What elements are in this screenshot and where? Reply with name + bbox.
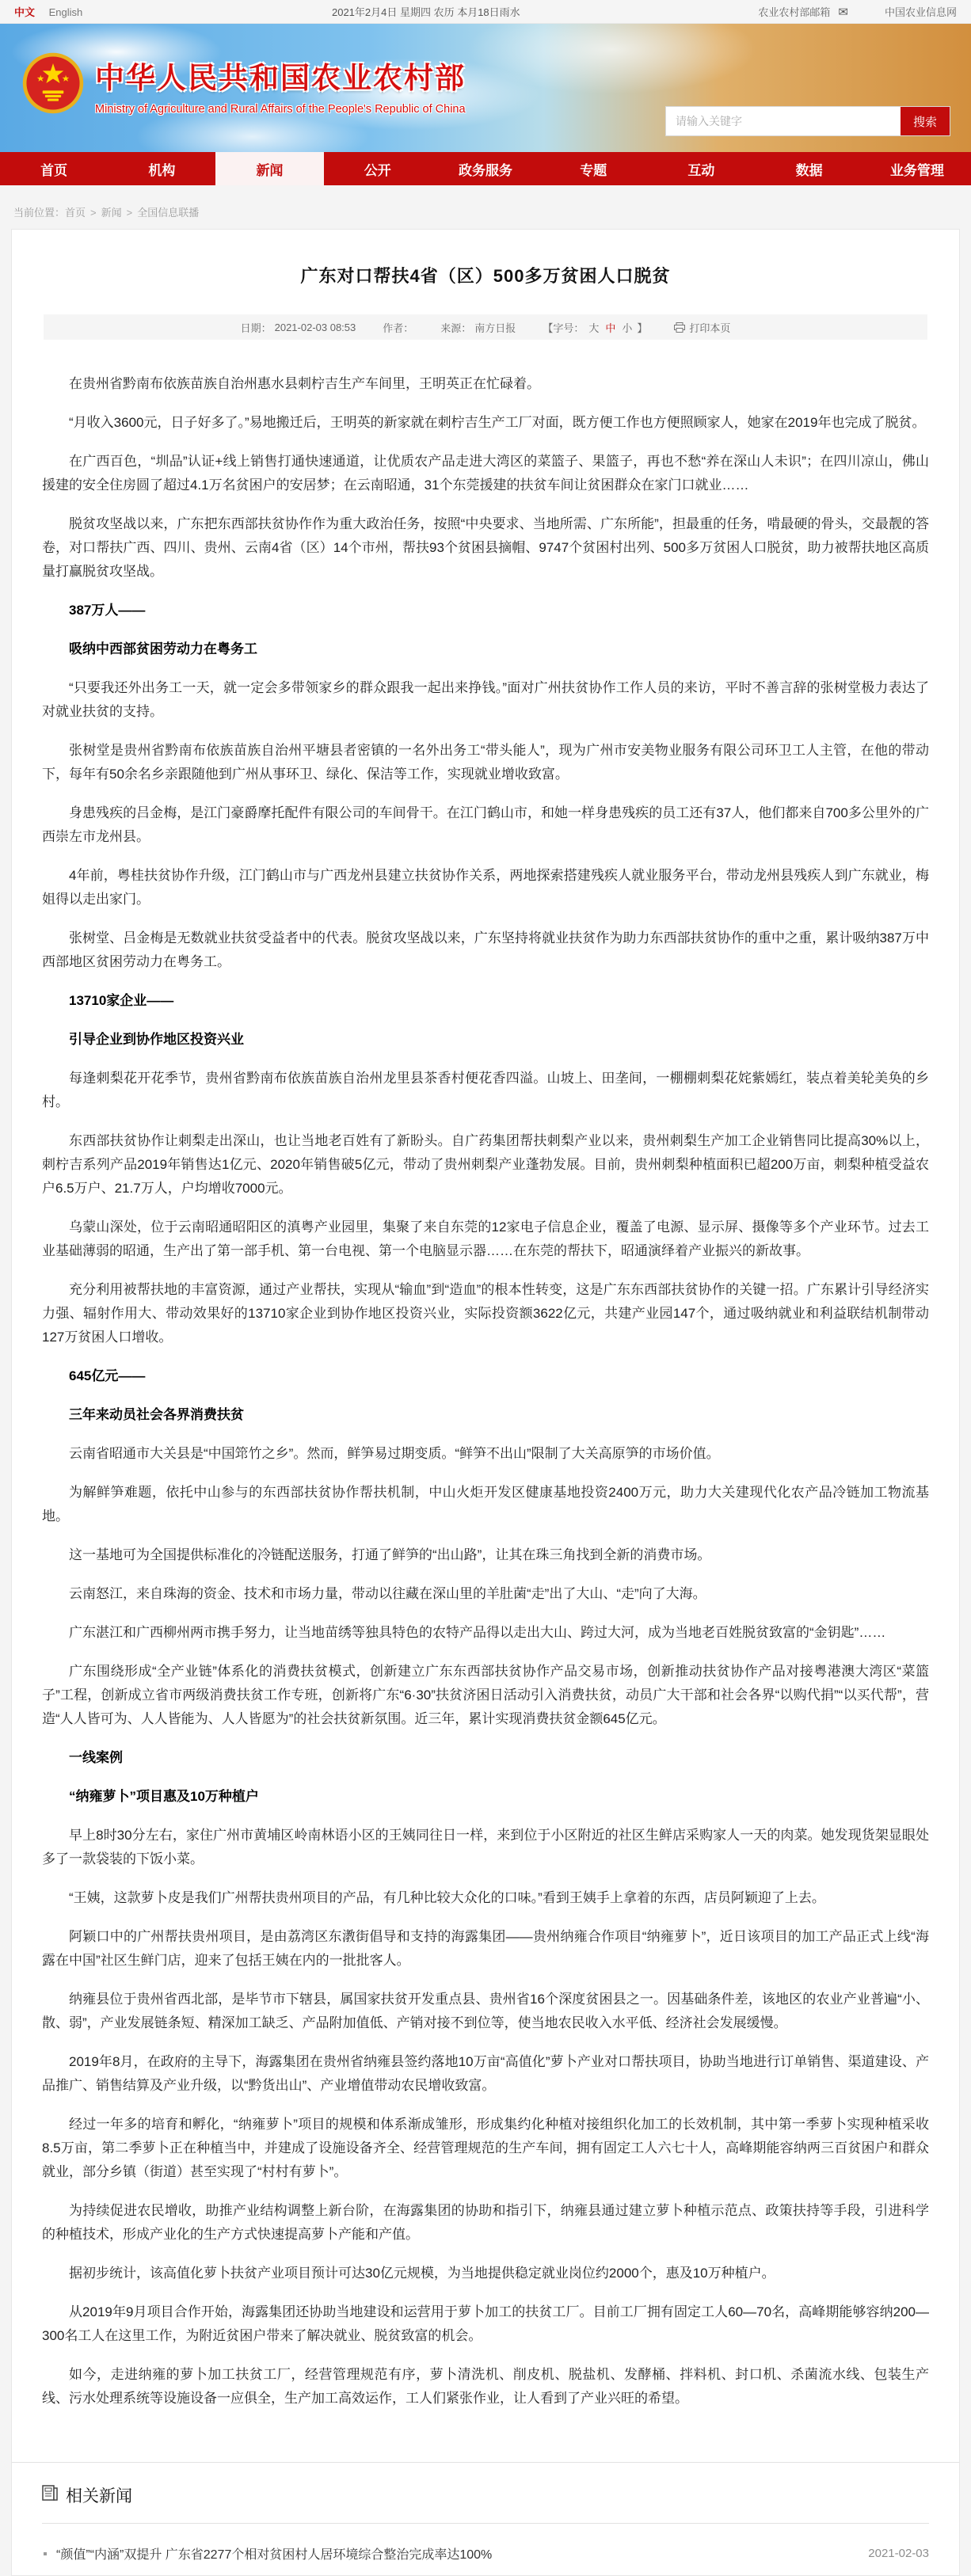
font-size-small-button[interactable]: 小 — [622, 322, 633, 334]
font-size-medium-button[interactable]: 中 — [605, 322, 616, 334]
article-subheading: 三年来动员社会各界消费扶贫 — [69, 1407, 244, 1422]
article-paragraph: 脱贫攻坚战以来，广东把东西部扶贫协作作为重大政治任务，按照“中央要求、当地所需、广东所能”，担最重的任务，啃最硬的骨头，交最靓的答卷，对口帮扶广西、四川、贵州、云南4省（区）14个市州，帮扶93个贫困县摘帽、9747个贫困村出列、500多万贫困人口脱贫，助力被帮扶地区高质量打赢脱贫攻坚战。 — [42, 516, 929, 579]
article-paragraph: 在贵州省黔南布依族苗族自治州惠水县刺柠吉生产车间里，王明英正在忙碌着。 — [69, 376, 540, 391]
site-title: 中华人民共和国农业农村部 — [95, 62, 466, 94]
article-paragraph: 阿颖口中的广州帮扶贵州项目，是由荔湾区东漖街倡导和支持的海露集团——贵州纳雍合作项目“纳雍萝卜”，近日该项目的加工产品正式上线“海露在中国”社区生鲜门店，迎来了包括王姨在内的一批批客人。 — [42, 1929, 929, 1968]
article-paragraph: 云南省昭通市大关县是“中国筇竹之乡”。然而，鲜笋易过期变质。“鲜笋不出山”限制了大关高原笋的市场价值。 — [69, 1446, 720, 1461]
related-news-section — [12, 2462, 959, 2567]
meta-date-label: 日期： — [240, 322, 272, 334]
article-paragraph: 为解鲜笋难题，依托中山参与的东西部扶贫协作帮扶机制，中山火炬开发区健康基地投资2400万元，助力大关建现代化农产品冷链加工物流基地。 — [42, 1485, 929, 1524]
article-paragraph: 早上8时30分左右，家住广州市黄埔区岭南林语小区的王姨同往日一样，来到位于小区附近的社区生鲜店采购家人一天的肉菜。她发现货架显眼处多了一款袋装的下饭小菜。 — [42, 1828, 929, 1866]
breadcrumb-separator: > — [90, 207, 97, 219]
meta-source-label: 来源： — [440, 322, 472, 334]
news-document-icon — [42, 2485, 58, 2506]
nav-item-home[interactable]: 首页 — [40, 162, 68, 178]
national-emblem-logo — [22, 52, 84, 114]
article-paragraph: 纳雍县位于贵州省西北部，是毕节市下辖县，属国家扶贫开发重点县、贵州省16个深度贫困县之一。因基础条件差，该地区的农业产业普遍“小、散、弱”，产业发展链条短、精深加工缺乏、产品附加值低、产销对接不到位等，使当地农民收入水平低、经济社会发展缓慢。 — [42, 1992, 929, 2030]
article-subheading: 吸纳中西部贫困劳动力在粤务工 — [69, 641, 257, 656]
breadcrumb-link-2[interactable]: 全国信息联播 — [137, 207, 200, 219]
related-news-header — [42, 2463, 929, 2524]
print-page-button[interactable] — [674, 320, 730, 335]
ministry-mailbox-link[interactable]: 农业农村部邮箱 — [758, 6, 831, 18]
breadcrumb-separator: > — [126, 207, 133, 219]
article-paragraph: 广东湛江和广西柳州两市携手努力，让当地苗绣等独具特色的农特产品得以走出大山、跨过大河，成为当地老百姓脱贫致富的“金钥匙”…… — [69, 1625, 886, 1640]
print-page-label: 打印本页 — [689, 322, 731, 334]
nav-item-business-mgmt[interactable]: 业务管理 — [889, 162, 944, 178]
related-news-list — [42, 2524, 929, 2567]
article-paragraph: 云南怒江，来自珠海的资金、技术和市场力量，带动以往藏在深山里的羊肚菌“走”出了大山、“走”向了大海。 — [69, 1586, 706, 1601]
article-paragraph: 广东围绕形成“全产业链”体系化的消费扶贫模式，创新建立广东东西部扶贫协作产品交易市场，创新推动扶贫协作产品对接粤港澳大湾区“菜篮子”工程，创新成立省市两级消费扶贫工作专班，创新将广东“6·30”扶贫济困日活动引入消费扶贫，动员广大干部和社会各界“以购代捐”“以买代帮”，营造“人人皆可为、人人皆能为、人人皆愿为”的社会扶贫新氛围。近三年，累计实现消费扶贫金额645亿元。 — [42, 1664, 929, 1726]
article-paragraph: 为持续促进农民增收，助推产业结构调整上新台阶，在海露集团的协助和指引下，纳雍县通过建立萝卜种植示范点、政策扶持等手段，引进科学的种植技术，形成产业化的生产方式快速提高萝卜产能和产值。 — [42, 2203, 929, 2242]
article-paragraph: 这一基地可为全国提供标准化的冷链配送服务，打通了鲜笋的“出山路”，让其在珠三角找到全新的消费市场。 — [69, 1547, 711, 1562]
article-subheading: 13710家企业—— — [69, 993, 174, 1008]
meta-author — [383, 320, 413, 335]
related-news-title: 相关新闻 — [66, 2487, 132, 2506]
article-paragraph: 在广西百色，“圳品”认证+线上销售打通快速通道，让优质农产品走进大湾区的菜篮子、果篮子，再也不愁“养在深山人未识”；在四川凉山，佛山援建的安全住房圆了超过4.1万名贫困户的安居梦；在云南昭通，31个东莞援建的扶贫车间让贫困群众在家门口就业…… — [42, 454, 929, 493]
article-subheading: 387万人—— — [69, 603, 146, 618]
nav-item-gov-services[interactable]: 政务服务 — [458, 162, 512, 178]
breadcrumb — [0, 185, 971, 229]
top-utility-bar — [0, 0, 971, 24]
article-card — [11, 229, 960, 2576]
font-size-prefix: 【字号： — [543, 322, 585, 334]
article-paragraph: 4年前，粤桂扶贫协作升级，江门鹤山市与广西龙州县建立扶贫协作关系，两地探索搭建残疾人就业服务平台，带动龙州县残疾人到广东就业，梅姐得以走出家门。 — [42, 868, 929, 907]
meta-date-value: 2021-02-03 08:53 — [274, 321, 356, 333]
article-subheading: 引导企业到协作地区投资兴业 — [69, 1032, 244, 1047]
article-paragraph: 从2019年9月项目合作开始，海露集团还协助当地建设和运营用于萝卜加工的扶贫工厂。目前工厂拥有固定工人60—70名，高峰期能够容纳200—300名工人在这里工作，为附近贫困户带来了解决就业、脱贫致富的机会。 — [42, 2304, 929, 2343]
article-paragraph: “王姨，这款萝卜皮是我们广州帮扶贵州项目的产品，有几种比较大众化的口味。”看到王姨手上拿着的东西，店员阿颖迎了上去。 — [69, 1890, 825, 1905]
article-paragraph: 张树堂、吕金梅是无数就业扶贫受益者中的代表。脱贫攻坚战以来，广东坚持将就业扶贫作为助力东西部扶贫协作的重中之重，累计吸纳387万中西部地区贫困劳动力在粤务工。 — [42, 930, 929, 969]
search-button[interactable]: 搜索 — [901, 107, 950, 135]
nav-item-open[interactable]: 公开 — [364, 162, 391, 178]
font-size-suffix: 】 — [637, 322, 648, 334]
language-english-link[interactable]: English — [48, 6, 83, 18]
meta-date — [241, 320, 356, 335]
related-news-link-0[interactable]: “颜值”“内涵”双提升 广东省2277个相对贫困村人居环境综合整治完成率达100% — [56, 2548, 493, 2562]
article-paragraph: 每逢刺梨花开花季节，贵州省黔南布依族苗族自治州龙里县茶香村便花香四溢。山坡上、田垄间，一棚棚刺梨花姹紫嫣红，装点着美轮美奂的乡村。 — [42, 1071, 929, 1109]
article-paragraph: 身患残疾的吕金梅，是江门豪爵摩托配件有限公司的车间骨干。在江门鹤山市，和她一样身患残疾的员工还有37人，他们都来自700多公里外的广西崇左市龙州县。 — [42, 805, 929, 844]
article-subheading: 645亿元—— — [69, 1368, 146, 1383]
meta-source — [440, 320, 516, 335]
font-size-large-button[interactable]: 大 — [588, 322, 600, 334]
article-subheading: 一线案例 — [69, 1750, 123, 1765]
envelope-icon[interactable]: ✉ — [838, 5, 848, 19]
nav-item-data[interactable]: 数据 — [795, 162, 823, 178]
breadcrumb-link-1[interactable]: 新闻 — [101, 207, 122, 219]
related-news-item — [42, 2530, 929, 2567]
article-paragraph: 乌蒙山深处，位于云南昭通昭阳区的滇粤产业园里，集聚了来自东莞的12家电子信息企业，覆盖了电源、显示屏、摄像等多个产业环节。过去工业基础薄弱的昭通，生产出了第一部手机、第一台电视、第一个电脑显示器……在东莞的帮扶下，昭通演绎着产业振兴的新故事。 — [42, 1220, 929, 1258]
meta-author-label: 作者： — [383, 322, 414, 334]
breadcrumb-link-0[interactable]: 首页 — [65, 207, 86, 219]
article-paragraph: 充分利用被帮扶地的丰富资源，通过产业帮扶，实现从“输血”到“造血”的根本性转变，这是广东东西部扶贫协作的关键一招。广东累计引导经济实力强、辐射作用大、带动效果好的13710家企业到协作地区投资兴业，实际投资额3622亿元，共建产业园147个，通过吸纳就业和利益联结机制带动127万贫困人口增收。 — [42, 1282, 929, 1345]
nav-item-topics[interactable]: 专题 — [580, 162, 607, 178]
nav-item-news[interactable]: 新闻 — [215, 152, 323, 185]
article-paragraph: 据初步统计，该高值化萝卜扶贫产业项目预计可达30亿元规模，为当地提供稳定就业岗位约2000个，惠及10万种植户。 — [69, 2266, 775, 2281]
article-paragraph: 东西部扶贫协作让刺梨走出深山，也让当地老百姓有了新盼头。自广药集团帮扶刺梨产业以来，贵州刺梨生产加工企业销售同比提高30%以上，刺柠吉系列产品2019年销售达1亿元、2020年销售破5亿元，带动了贵州刺梨产业蓬勃发展。目前，贵州刺梨种植面积已超200万亩，刺梨种植受益农户6.5万户、21.7万人，户均增收7000元。 — [42, 1133, 929, 1196]
font-size-control — [543, 320, 647, 335]
article-subheading: “纳雍萝卜”项目惠及10万种植户 — [69, 1789, 259, 1804]
article-paragraph: 如今，走进纳雍的萝卜加工扶贫工厂，经营管理规范有序，萝卜清洗机、削皮机、脱盐机、发酵桶、拌料机、封口机、杀菌流水线、包装生产线、污水处理系统等设施设备一应俱全，生产加工高效运作，工人们紧张作业，让人看到了产业兴旺的希望。 — [42, 2367, 929, 2406]
article-paragraph: 经过一年多的培育和孵化，“纳雍萝卜”项目的规模和体系渐成雏形，形成集约化种植对接组织化加工的长效机制，其中第一季萝卜实现种植采收8.5万亩，第二季萝卜正在种植当中，并建成了设施设备齐全、经营管理规范的生产车间，拥有固定工人六七十人，高峰期能容纳两三百贫困户和群众就业，部分乡镇（街道）甚至实现了“村村有萝卜”。 — [42, 2117, 929, 2179]
search-box — [665, 106, 950, 136]
main-navigation — [0, 152, 971, 185]
nav-item-interaction[interactable]: 互动 — [687, 162, 715, 178]
date-lunar-info: 2021年2月4日 星期四 农历 本月18日雨水 — [331, 6, 520, 18]
article-paragraph: “月收入3600元，日子好多了。”易地搬迁后，王明英的新家就在刺柠吉生产工厂对面，既方便工作也方便照顾家人，她家在2019年也完成了脱贫。 — [69, 415, 926, 430]
nav-item-org[interactable]: 机构 — [148, 162, 176, 178]
language-chinese-link[interactable]: 中文 — [14, 6, 36, 18]
article-paragraph: “只要我还外出务工一天，就一定会多带领家乡的群众跟我一起出来挣钱。”面对广州扶贫协作工作人员的来访，平时不善言辞的张树堂极力表达了对就业扶贫的支持。 — [42, 680, 929, 719]
china-agri-info-site-link[interactable]: 中国农业信息网 — [884, 6, 957, 18]
article-paragraph: 2019年8月，在政府的主导下，海露集团在贵州省纳雍县签约落地10万亩“高值化”萝卜产业对口帮扶项目，协助当地进行订单销售、渠道建设、产品推广、销售结算及产业升级，以“黔货出山”、产业增值带动农民增收致富。 — [42, 2054, 929, 2093]
article-body — [12, 340, 959, 2441]
related-news-date: 2021-02-03 — [868, 2547, 929, 2560]
meta-source-value: 南方日报 — [474, 322, 516, 334]
breadcrumb-prefix: 当前位置： — [13, 207, 66, 219]
bullet-icon — [44, 2552, 47, 2555]
article-paragraph: 张树堂是贵州省黔南布依族苗族自治州平塘县者密镇的一名外出务工“带头能人”，现为广州市安美物业服务有限公司环卫工人主管，在他的带动下，每年有50余名乡亲跟随他到广州从事环卫、绿化、保洁等工作，实现就业增收致富。 — [42, 743, 929, 782]
page-title: 广东对口帮扶4省（区）500多万贫困人口脱贫 — [300, 266, 671, 286]
printer-icon — [674, 322, 685, 333]
search-input[interactable] — [666, 107, 901, 135]
site-subtitle-english: Ministry of Agriculture and Rural Affairs of the People's Republic of China — [95, 103, 466, 116]
article-meta-bar — [44, 314, 927, 340]
header-banner — [0, 24, 971, 152]
